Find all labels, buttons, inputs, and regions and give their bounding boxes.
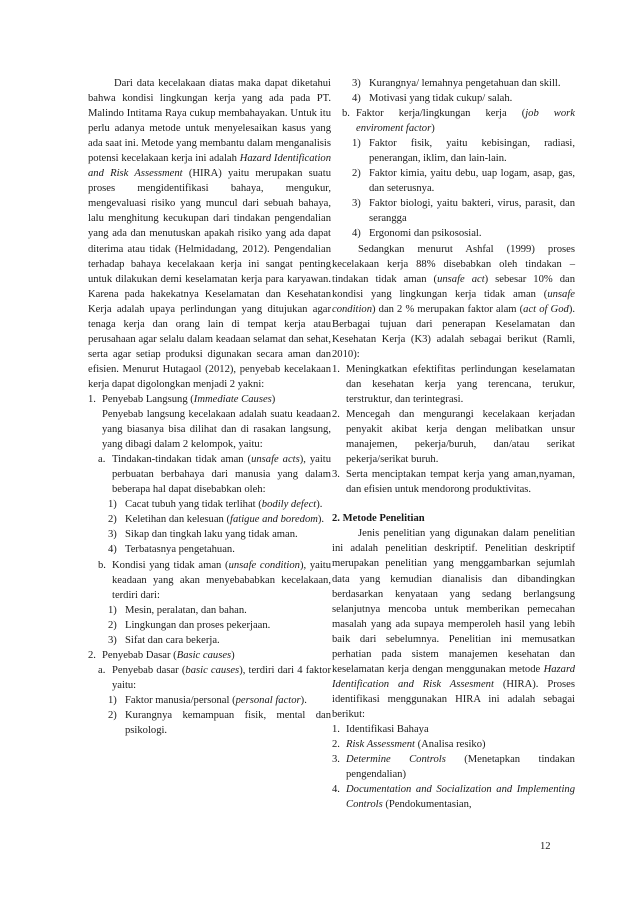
list-text: Kurangnya kemampuan fisik, mental dan psikologi. bbox=[125, 709, 331, 737]
list-number: 2) bbox=[108, 709, 117, 721]
list-item bbox=[332, 91, 575, 106]
list-text: Faktor manusia/personal (personal factor). bbox=[125, 694, 307, 706]
list-item bbox=[332, 106, 575, 136]
list-text: Mencegah dan mengurangi kecelakaan kerjadan penyakit akibat kerja dengan melibatkan unsur manajemen, pekerja/buruh, dan/atau serikat pekerja/serikat buruh. bbox=[346, 409, 575, 466]
list-number: 1. bbox=[88, 393, 96, 405]
list-number: 4) bbox=[108, 544, 117, 556]
list-number: b. bbox=[98, 559, 106, 571]
list-number: 3) bbox=[108, 529, 117, 541]
list-number: 1) bbox=[352, 138, 361, 150]
list-text: Determine Controls (Menetapkan tindakan pengendalian) bbox=[346, 754, 575, 781]
list-number: 1) bbox=[108, 604, 117, 616]
text: Dari data kecelakaan diatas maka dapat diketahui bahwa kondisi lingkungan kerja yang ada pada PT. Malindo Intitama Raya cukup membahayakan. Untuk itu perlu adanya metode untuk menyelesaikan kasus yang ada saat ini. Metode yang membantu dalam menganalisis potensi kecelakaan kerja ini adalah bbox=[88, 78, 331, 165]
list-item bbox=[332, 467, 575, 497]
list-text: Faktor fisik, yaitu kebisingan, radiasi, penerangan, iklim, dan lain-lain. bbox=[369, 138, 575, 165]
list-text: Meningkatkan efektifitas perlindungan keselamatan dan kesehatan kerja yang terencana, terukur, terstruktur, dan terintegrasi. bbox=[346, 363, 575, 405]
list-text: Risk Assessment (Analisa resiko) bbox=[346, 739, 486, 751]
list-text: Mesin, peralatan, dan bahan. bbox=[125, 604, 247, 616]
list-number: 4) bbox=[352, 228, 361, 240]
list-text: Identifikasi Bahaya bbox=[346, 723, 429, 735]
body-paragraph: Sedangkan menurut Ashfal (1999) proses kecelakaan kerja 88% disebabkan oleh tindakan – tindakan tidak aman (unsafe act) sebesar 10% dan kondisi yang lingkungan kerja tidak aman (unsafe condition) dan 2 % merupakan faktor alam (act of God). Berbagai tujuan dari penerapan Keselamatan dan Kesehatan Kerja (K3) adalah sebagai berikut (Ramli, 2010): bbox=[332, 243, 575, 360]
list-item bbox=[88, 633, 331, 648]
list-item bbox=[332, 752, 575, 782]
list-item bbox=[332, 782, 575, 812]
list-item bbox=[88, 392, 331, 407]
list-text: Serta menciptakan tempat kerja yang aman,nyaman, dan efisien untuk mendorong produktivitas. bbox=[346, 469, 575, 496]
list-item bbox=[332, 407, 575, 467]
page-number: 12 bbox=[540, 841, 551, 852]
list-description: Penyebab langsung kecelakaan adalah suatu keadaan yang biasanya bisa dilihat dan di rasakan langsung, yang dibagi dalam 2 kelompok, yaitu: bbox=[102, 409, 331, 451]
list-item bbox=[88, 708, 331, 738]
list-text: Tindakan-tindakan tidak aman (unsafe acts), yaitu perbuatan berbahaya dari manusia yang dalam beberapa hal dapat disebabkan oleh: bbox=[112, 454, 331, 496]
list-number: 2) bbox=[108, 619, 117, 631]
right-column bbox=[332, 76, 575, 812]
list-number: 4. bbox=[332, 784, 340, 796]
list-number: 3) bbox=[108, 634, 117, 646]
list-item bbox=[332, 76, 575, 91]
list-number: b. bbox=[342, 108, 350, 120]
emphasis: Hazard Identification and Risk Assessment bbox=[88, 153, 332, 180]
list-number: a. bbox=[98, 664, 106, 676]
intro-paragraph bbox=[88, 76, 331, 392]
list-text: Kondisi yang tidak aman (unsafe condition), yaitu keadaan yang akan menyebababkan kecelakaan, terdiri dari: bbox=[112, 559, 332, 601]
list-number: 3) bbox=[352, 78, 361, 89]
list-item bbox=[332, 136, 575, 166]
list-item bbox=[88, 693, 331, 708]
list-item bbox=[88, 648, 331, 663]
list-number: 4) bbox=[352, 93, 361, 105]
list-text: Kurangnya/ lemahnya pengetahuan dan skill. bbox=[369, 78, 561, 89]
list-text: Cacat tubuh yang tidak terlihat (bodily defect). bbox=[125, 499, 323, 511]
list-text: Sifat dan cara bekerja. bbox=[125, 634, 220, 646]
list-number: 2) bbox=[108, 514, 117, 526]
list-text: Faktor kimia, yaitu debu, uap logam, asap, gas, dan seterusnya. bbox=[369, 168, 575, 195]
method-paragraph: Jenis penelitian yang digunakan dalam penelitian ini adalah penelitian deskriptif. Penelitian deskriptif merupakan penelitian yang menggambarkan sejumlah data yang kemudian dianalisis dan dibandingkan berdasarkan kenyataan yang sedang berlangsung selanjutnya mencoba untuk memberikan pemecahan masalah yang ada supaya memperoleh hasil yang lebih baik dari sebelumnya. Penelitian ini memusatkan perhatian pada sistem manajemen kesehatan dan keselamatan kerja dengan menggunakan metode Hazard Identification and Risk Assesment (HIRA). Proses identifikasi menggunakan HIRA ini adalah sebagai berikut: bbox=[332, 528, 576, 720]
list-text: Documentation and Socialization and Implementing Controls (Pendokumentasian, bbox=[346, 784, 575, 811]
list-item bbox=[332, 362, 575, 407]
left-column bbox=[88, 76, 331, 738]
list-text: Faktor biologi, yaitu bakteri, virus, parasit, dan serangga bbox=[369, 198, 575, 225]
list-number: 1) bbox=[108, 694, 117, 706]
list-text: Lingkungan dan proses pekerjaan. bbox=[125, 619, 271, 631]
list-text: Faktor kerja/lingkungan kerja (job work enviroment factor) bbox=[356, 108, 575, 135]
list-number: 1. bbox=[332, 723, 340, 735]
list-number: 2. bbox=[88, 649, 96, 661]
list-item bbox=[88, 558, 331, 603]
list-number: 2. bbox=[332, 739, 340, 751]
list-item bbox=[332, 737, 575, 752]
list-number: 3. bbox=[332, 469, 340, 481]
list-item bbox=[88, 497, 331, 512]
list-item bbox=[332, 226, 575, 241]
text: (HIRA) yaitu merupakan suatu proses mengidentifikasi bahaya, mengukur, mengevaluasi risiko yang muncul dari sebuah bahaya, lalu menghitung kecukupan dari tindakan pengendalian yang ada dan menutuskan apakah risiko yang ada dapat diterima atau tidak (Helmidadang, 2012). Pengendalian terhadap bahaya kecelakaan kerja ini sangat penting untuk dilakukan demi keselamatan kerja para karyawan. Karena pada hakekatnya Keselamatan dan Kesehatan Kerja adalah upaya perlindungan yang ditujukan agar tenaga kerja dan orang lain di tempat kerja atau perusahaan agar selalu dalam keadaan selamat dan sehat, serta agar setiap produksi digunakan secara aman dan efisien. Menurut Hutagaol (2012), penyebab kecelakaan kerja dapat digolongkan menjadi 2 yakni: bbox=[88, 168, 331, 390]
list-number: 3) bbox=[352, 198, 361, 210]
list-item bbox=[88, 527, 331, 542]
list-text: Ergonomi dan psikososial. bbox=[369, 228, 482, 240]
list-number: a. bbox=[98, 454, 106, 466]
section-heading: 2. Metode Penelitian bbox=[332, 513, 425, 525]
list-number: 2. bbox=[332, 409, 340, 421]
list-text: Sikap dan tingkah laku yang tidak aman. bbox=[125, 529, 298, 541]
list-item bbox=[332, 166, 575, 196]
list-number: 3. bbox=[332, 754, 340, 766]
list-item bbox=[332, 196, 575, 226]
list-text: Keletihan dan kelesuan (fatigue and boredom). bbox=[125, 514, 325, 526]
list-item bbox=[88, 663, 331, 693]
list-text: Motivasi yang tidak cukup/ salah. bbox=[369, 93, 513, 105]
list-text: Penyebab Langsung (Immediate Causes) bbox=[102, 393, 276, 405]
list-item bbox=[88, 618, 331, 633]
list-text: Terbatasnya pengetahuan. bbox=[125, 544, 235, 556]
list-number: 2) bbox=[352, 168, 361, 180]
list-item bbox=[88, 452, 331, 497]
list-number: 1. bbox=[332, 363, 340, 375]
list-item bbox=[88, 512, 331, 527]
list-item bbox=[88, 542, 331, 557]
list-item bbox=[88, 603, 331, 618]
list-number: 1) bbox=[108, 499, 117, 511]
list-text: Penyebab Dasar (Basic causes) bbox=[102, 649, 235, 661]
list-text: Penyebab dasar (basic causes), terdiri dari 4 faktor yaitu: bbox=[112, 664, 331, 691]
list-item bbox=[332, 722, 575, 737]
